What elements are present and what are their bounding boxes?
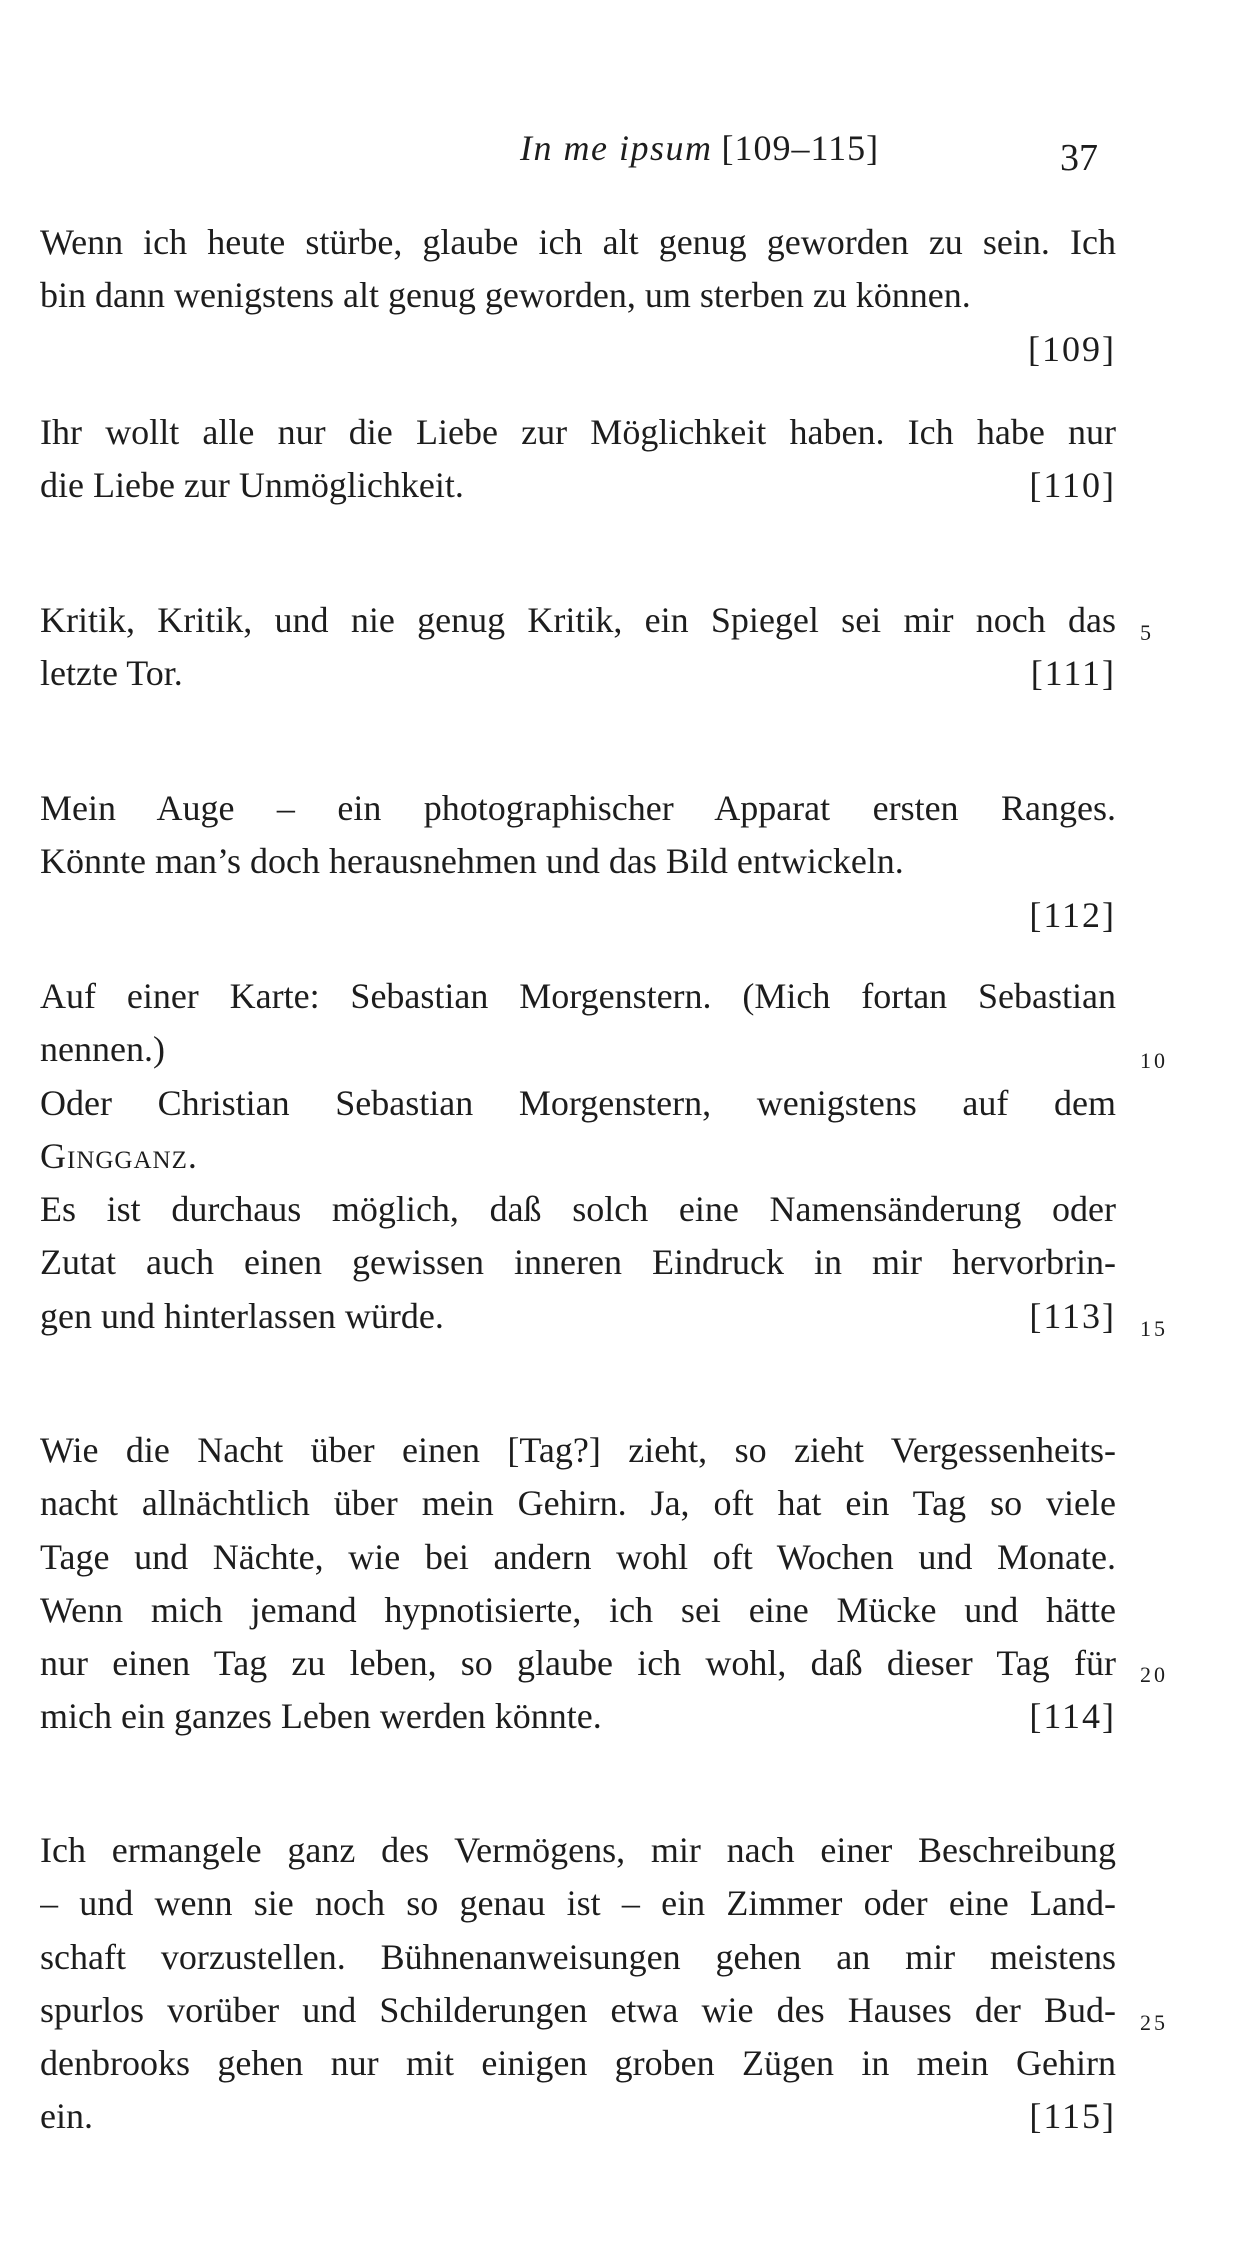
- margin-line-number: 15: [1140, 1316, 1168, 1341]
- text-line-content: gen und hinterlassen würde.: [40, 1295, 444, 1336]
- text-line: Kritik, Kritik, und nie genug Kritik, ein Spiegel sei mir noch das: [40, 600, 1116, 640]
- text-line: Auf einer Karte: Sebastian Morgenstern. (Mich fortan Sebastian: [40, 976, 1116, 1016]
- text-line: – und wenn sie noch so genau ist – ein Zimmer oder eine Land-: [40, 1883, 1116, 1924]
- margin-line-number: 10: [1140, 1048, 1168, 1073]
- running-header: [520, 126, 950, 170]
- text-line-content: letzte Tor.: [40, 653, 183, 694]
- text-line-content: mich ein ganzes Leben werden könnte.: [40, 1696, 602, 1737]
- text-line: schaft vorzustellen. Bühnenanweisungen gehen an mir meistens: [40, 1936, 1116, 1977]
- entry-reference-line: [40, 323, 1116, 376]
- text-line: Es ist durchaus möglich, daß solch eine Namensänderung oder: [40, 1189, 1116, 1230]
- text-line-content: die Liebe zur Unmöglichkeit.: [40, 465, 464, 506]
- text-line: [40, 2090, 1116, 2143]
- text-line: Wenn ich heute stürbe, glaube ich alt genug geworden zu sein. Ich: [40, 222, 1116, 262]
- text-line: Tage und Nächte, wie bei andern wohl oft Wochen und Monate.: [40, 1536, 1116, 1577]
- entry-reference: [109]: [1028, 328, 1116, 369]
- entry-reference: [115]: [1029, 2096, 1116, 2137]
- text-line: bin dann wenigstens alt genug geworden, um sterben zu können.: [40, 275, 971, 316]
- margin-line-number: 5: [1140, 620, 1154, 645]
- text-line-content: ein.: [40, 2096, 93, 2137]
- text-line: Ich ermangele ganz des Vermögens, mir nach einer Beschreibung: [40, 1830, 1116, 1870]
- text-line: Ihr wollt alle nur die Liebe zur Möglichkeit haben. Ich habe nur: [40, 412, 1116, 452]
- margin-line-number: 25: [1140, 2010, 1168, 2035]
- text-line: [40, 1290, 1116, 1343]
- entry-reference-line: [40, 889, 1116, 942]
- entry-reference: [113]: [1029, 1295, 1116, 1336]
- text-line: Wie die Nacht über einen [Tag?] zieht, so zieht Vergessenheits-: [40, 1430, 1116, 1470]
- text-line: denbrooks gehen nur mit einigen groben Zügen in mein Gehirn: [40, 2043, 1116, 2084]
- text-line: Könnte man’s doch herausnehmen und das Bild entwickeln.: [40, 841, 904, 882]
- running-title: In me ipsum: [520, 128, 713, 168]
- header-range: [109–115]: [721, 128, 880, 168]
- text-line: [40, 647, 1116, 700]
- text-line: Gingganz.: [40, 1135, 198, 1176]
- page-number: 37: [1060, 137, 1098, 179]
- aphorism-113: [40, 970, 1116, 1343]
- aphorism-109: [40, 216, 1116, 376]
- margin-line-number: 20: [1140, 1662, 1168, 1687]
- text-line: spurlos vorüber und Schilderungen etwa wie des Hauses der Bud-: [40, 1989, 1116, 2030]
- text-line: nennen.): [40, 1029, 165, 1070]
- text-line: Mein Auge – ein photographischer Apparat ersten Ranges.: [40, 788, 1116, 828]
- entry-reference: [111]: [1030, 653, 1116, 694]
- text-line: nacht allnächtlich über mein Gehirn. Ja, oft hat ein Tag so viele: [40, 1483, 1116, 1524]
- text-line: Wenn mich jemand hypnotisierte, ich sei eine Mücke und hätte: [40, 1589, 1116, 1630]
- text-line: Oder Christian Sebastian Morgenstern, wenigstens auf dem: [40, 1082, 1116, 1123]
- text-line: nur einen Tag zu leben, so glaube ich wohl, daß dieser Tag für: [40, 1643, 1116, 1684]
- aphorism-110: [40, 406, 1116, 513]
- aphorism-112: [40, 782, 1116, 942]
- entry-reference: [112]: [1029, 894, 1116, 935]
- text-line: [40, 459, 1116, 512]
- entry-reference: [110]: [1029, 465, 1116, 506]
- aphorism-114: [40, 1424, 1116, 1744]
- text-line: [40, 1690, 1116, 1743]
- aphorism-115: [40, 1824, 1116, 2144]
- aphorism-111: [40, 594, 1116, 701]
- entry-reference: [114]: [1029, 1696, 1116, 1737]
- text-line: Zutat auch einen gewissen inneren Eindruck in mir hervorbrin-: [40, 1242, 1116, 1283]
